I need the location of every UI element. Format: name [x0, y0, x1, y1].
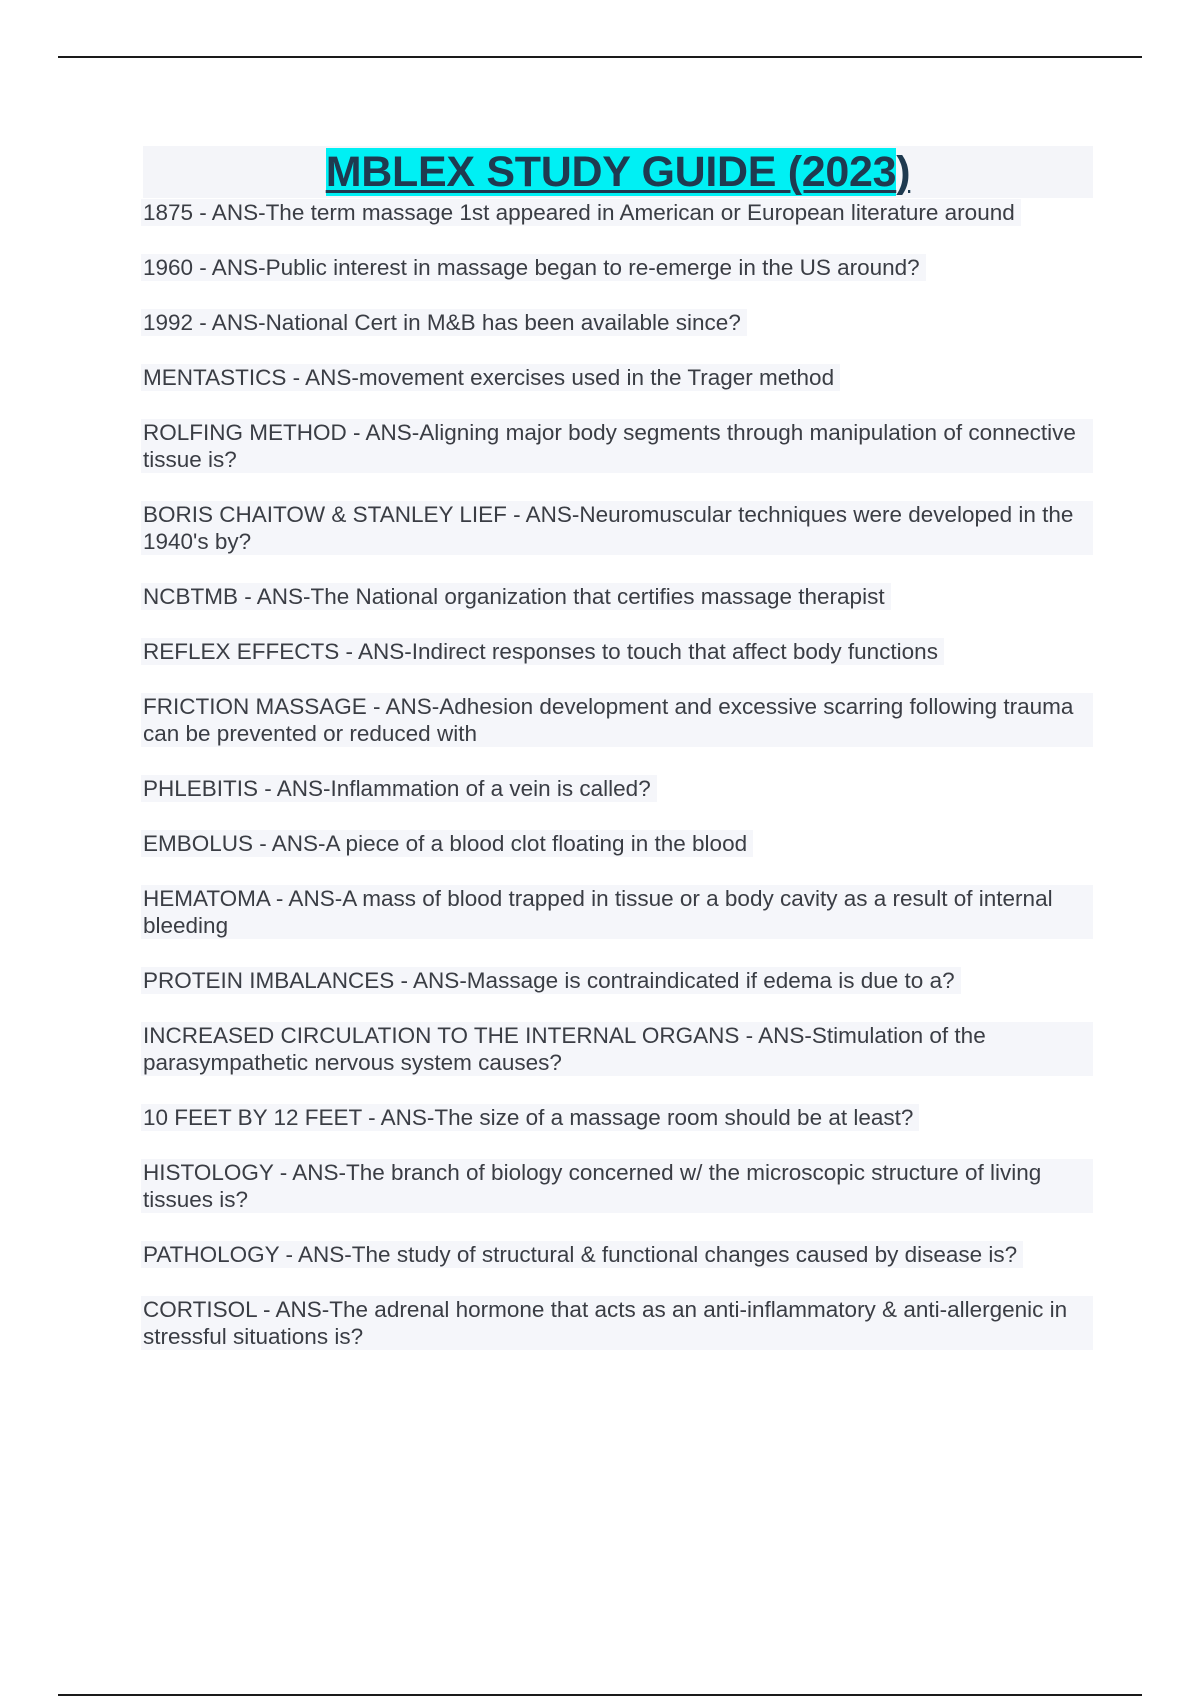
qa-list — [143, 199, 1093, 1350]
bottom-rule — [58, 1694, 1142, 1696]
title-tail-text: ) — [896, 148, 911, 196]
qa-item: CORTISOL - ANS-The adrenal hormone that acts as an anti-inflammatory & anti-allergenic in stressful situations is? — [141, 1296, 1093, 1350]
qa-item: 1875 - ANS-The term massage 1st appeared in American or European literature around — [141, 199, 1021, 226]
qa-item: INCREASED CIRCULATION TO THE INTERNAL ORGANS - ANS-Stimulation of the parasympathetic nervous system causes? — [141, 1022, 1093, 1076]
qa-item: PHLEBITIS - ANS-Inflammation of a vein is called? — [141, 775, 657, 802]
top-rule — [58, 56, 1142, 58]
qa-item: PATHOLOGY - ANS-The study of structural & functional changes caused by disease is? — [141, 1241, 1023, 1268]
qa-item: EMBOLUS - ANS-A piece of a blood clot floating in the blood — [141, 830, 753, 857]
qa-item: HISTOLOGY - ANS-The branch of biology concerned w/ the microscopic structure of living tissues is? — [141, 1159, 1093, 1213]
qa-item: 1960 - ANS-Public interest in massage began to re-emerge in the US around? — [141, 254, 926, 281]
qa-item: NCBTMB - ANS-The National organization that certifies massage therapist — [141, 583, 891, 610]
qa-item: PROTEIN IMBALANCES - ANS-Massage is contraindicated if edema is due to a? — [141, 967, 961, 994]
qa-item: ROLFING METHOD - ANS-Aligning major body segments through manipulation of connective tissue is? — [141, 419, 1093, 473]
qa-item: MENTASTICS - ANS-movement exercises used in the Trager method — [141, 364, 840, 391]
qa-item: REFLEX EFFECTS - ANS-Indirect responses to touch that affect body functions — [141, 638, 944, 665]
document-body — [143, 146, 1093, 1378]
title-highlighted-text: MBLEX STUDY GUIDE (2023 — [325, 148, 897, 196]
qa-item: FRICTION MASSAGE - ANS-Adhesion development and excessive scarring following trauma can be prevented or reduced with — [141, 693, 1093, 747]
qa-item: 10 FEET BY 12 FEET - ANS-The size of a massage room should be at least? — [141, 1104, 919, 1131]
qa-item: BORIS CHAITOW & STANLEY LIEF - ANS-Neuromuscular techniques were developed in the 1940's by? — [141, 501, 1093, 555]
qa-item: HEMATOMA - ANS-A mass of blood trapped in tissue or a body cavity as a result of internal bleeding — [141, 885, 1093, 939]
document-title — [326, 148, 911, 196]
title-block — [143, 146, 1093, 198]
qa-item: 1992 - ANS-National Cert in M&B has been available since? — [141, 309, 747, 336]
